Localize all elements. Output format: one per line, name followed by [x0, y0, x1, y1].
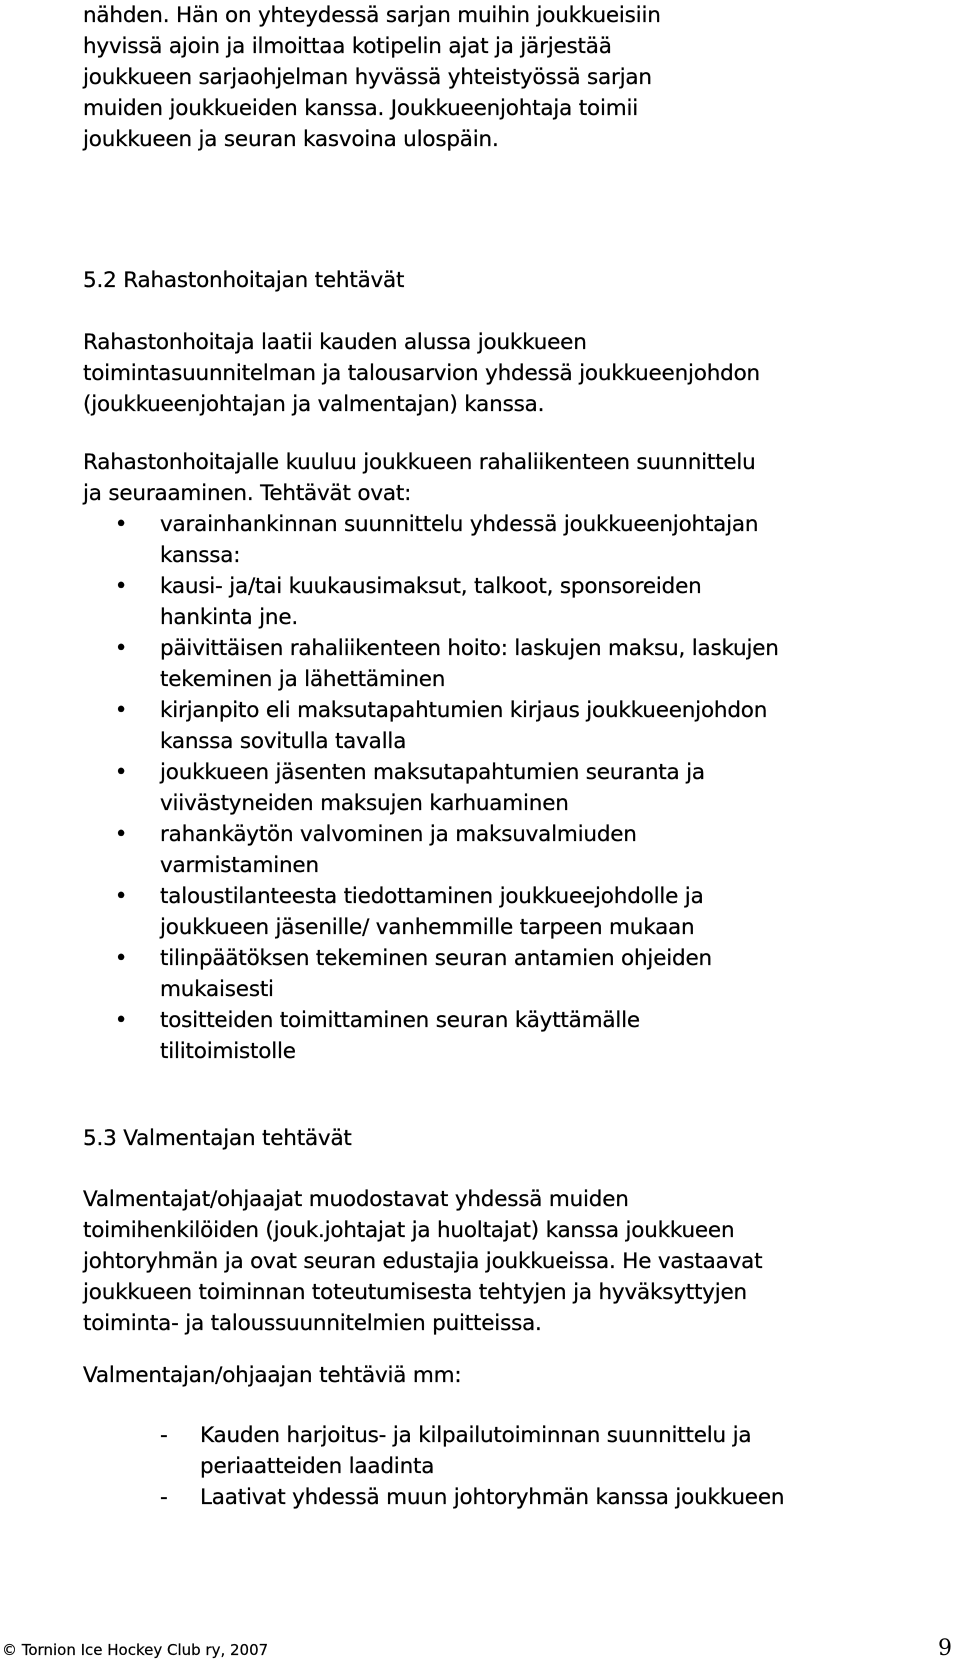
- bullet-icon: •: [114, 512, 128, 537]
- bullet-icon: •: [114, 822, 128, 847]
- list-item-text: Kauden harjoitus- ja kilpailutoiminnan suunnittelu ja periaatteiden laadinta: [200, 1423, 752, 1479]
- list-item-text: tilinpäätöksen tekeminen seuran antamien ohjeiden mukaisesti: [160, 946, 712, 1002]
- bullet-icon: •: [114, 1008, 128, 1033]
- list-item: [83, 695, 943, 757]
- list-item-text: Laativat yhdessä muun johtoryhmän kanssa joukkueen: [200, 1485, 785, 1510]
- list-item: [83, 633, 943, 695]
- bullet-icon: •: [114, 636, 128, 661]
- treasurer-text-1: Rahastonhoitaja laatii kauden alussa joukkueen toimintasuunnitelman ja talousarvion yhdessä joukkueenjohdon (joukkueenjohtajan ja valmentajan) kanssa.: [83, 330, 760, 417]
- coach-text-1: Valmentajat/ohjaajat muodostavat yhdessä muiden toimihenkilöiden (jouk.johtajat ja huoltajat) kanssa joukkueen johtoryhmän ja ovat seuran edustajia joukkueissa. He vastaavat joukkueen toiminnan toteutumisesta tehtyjen ja hyväksyttyjen toiminta- ja taloussuunnitelmien puitteissa.: [83, 1187, 763, 1336]
- intro-paragraph: [83, 0, 933, 155]
- treasurer-text-2: Rahastonhoitajalle kuuluu joukkueen rahaliikenteen suunnittelu ja seuraaminen. Tehtävät ovat:: [83, 450, 756, 506]
- list-item-text: rahankäytön valvominen ja maksuvalmiuden varmistaminen: [160, 822, 637, 878]
- footer-copyright: © Tornion Ice Hockey Club ry, 2007: [2, 1641, 269, 1659]
- bullet-icon: •: [114, 574, 128, 599]
- intro-text: nähden. Hän on yhteydessä sarjan muihin joukkueisiin hyvissä ajoin ja ilmoittaa kotipelin ajat ja järjestää joukkueen sarjaohjelman hyvässä yhteistyössä sarjan muiden joukkueiden kanssa. Joukkueenjohtaja toimii joukkueen ja seuran kasvoina ulospäin.: [83, 3, 661, 152]
- bullet-icon: •: [114, 884, 128, 909]
- section-heading-5-2: 5.2 Rahastonhoitajan tehtävät: [83, 268, 405, 293]
- list-item: [83, 943, 943, 1005]
- treasurer-paragraph-2: [83, 447, 933, 509]
- treasurer-task-list: [83, 509, 943, 1067]
- page-number: 9: [938, 1636, 952, 1661]
- section-heading-5-3: 5.3 Valmentajan tehtävät: [83, 1126, 352, 1151]
- dash-icon: -: [160, 1423, 168, 1448]
- list-item-text: kirjanpito eli maksutapahtumien kirjaus joukkueenjohdon kanssa sovitulla tavalla: [160, 698, 768, 754]
- list-item: [83, 819, 943, 881]
- list-item: [160, 1420, 940, 1482]
- bullet-icon: •: [114, 946, 128, 971]
- list-item-text: taloustilanteesta tiedottaminen joukkueejohdolle ja joukkueen jäsenille/ vanhemmille tarpeen mukaan: [160, 884, 704, 940]
- list-item-text: kausi- ja/tai kuukausimaksut, talkoot, sponsoreiden hankinta jne.: [160, 574, 702, 630]
- list-item: [83, 1005, 943, 1067]
- bullet-icon: •: [114, 760, 128, 785]
- coach-paragraph-1: [83, 1184, 933, 1339]
- list-item: [83, 881, 943, 943]
- list-item-text: joukkueen jäsenten maksutapahtumien seuranta ja viivästyneiden maksujen karhuaminen: [160, 760, 705, 816]
- list-item-text: päivittäisen rahaliikenteen hoito: laskujen maksu, laskujen tekeminen ja lähettäminen: [160, 636, 779, 692]
- list-item: [83, 571, 943, 633]
- dash-icon: -: [160, 1485, 168, 1510]
- coach-paragraph-2: [83, 1360, 933, 1391]
- list-item: [160, 1482, 940, 1513]
- coach-task-list: [160, 1420, 940, 1513]
- list-item-text: varainhankinnan suunnittelu yhdessä joukkueenjohtajan kanssa:: [160, 512, 759, 568]
- coach-text-2: Valmentajan/ohjaajan tehtäviä mm:: [83, 1363, 462, 1388]
- treasurer-paragraph-1: [83, 327, 933, 420]
- list-item: [83, 757, 943, 819]
- list-item-text: tositteiden toimittaminen seuran käyttämälle tilitoimistolle: [160, 1008, 640, 1064]
- bullet-icon: •: [114, 698, 128, 723]
- list-item: [83, 509, 943, 571]
